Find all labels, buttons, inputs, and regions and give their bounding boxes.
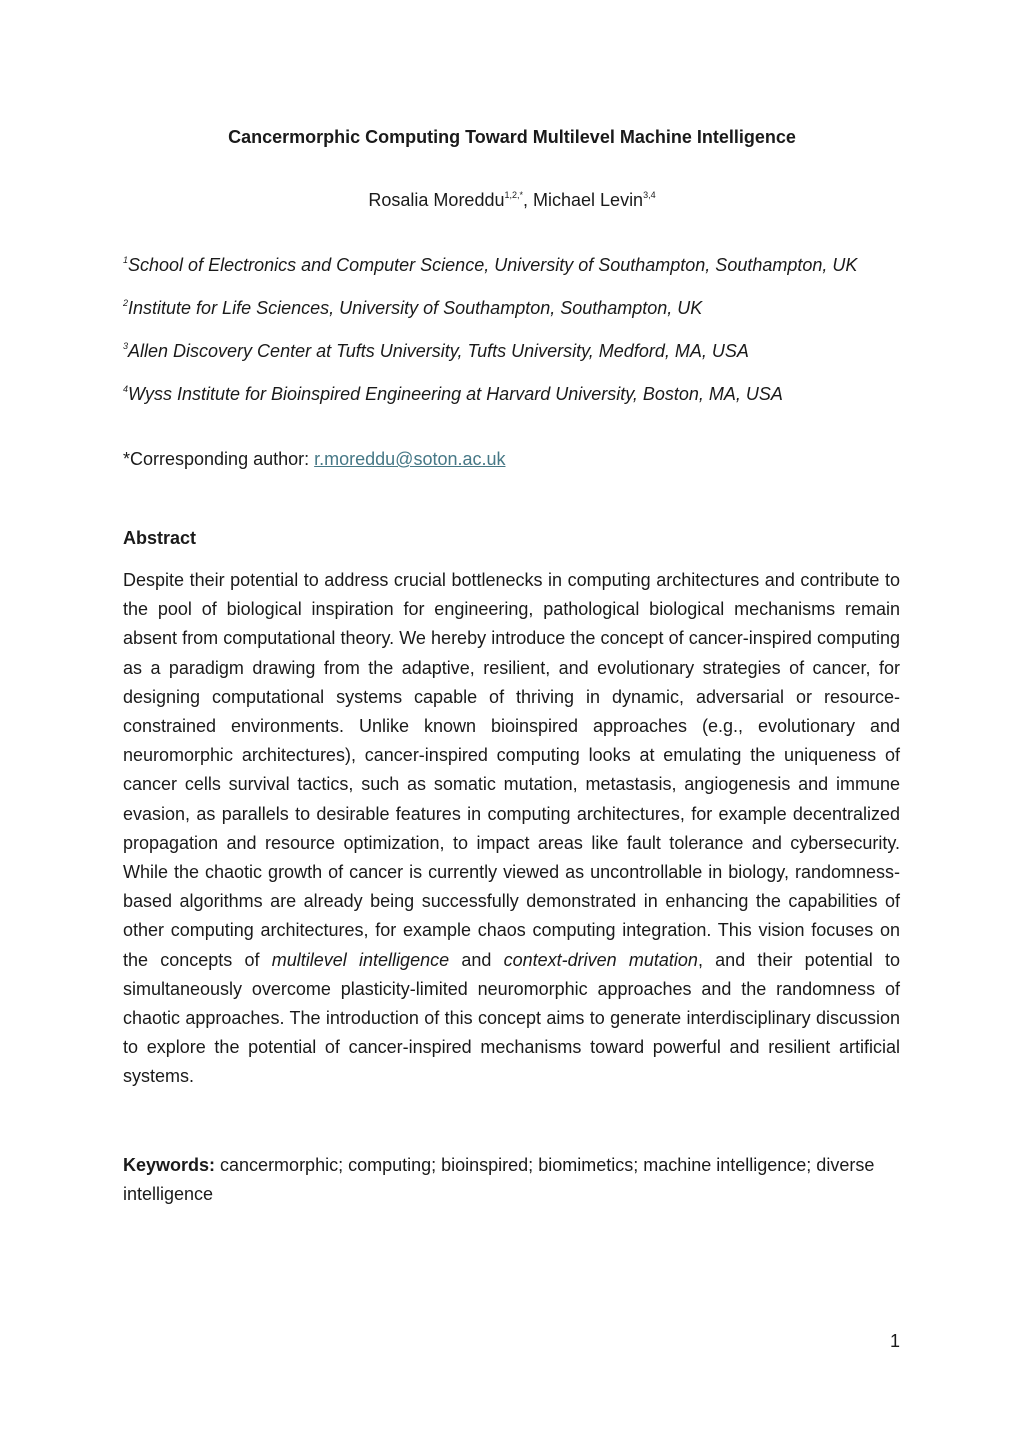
- author-affiliation-marker: 3,4: [643, 190, 656, 200]
- author-name: Rosalia Moreddu: [368, 190, 505, 210]
- affiliation-number: 4: [123, 384, 129, 394]
- affiliation-number: 1: [123, 255, 129, 265]
- author-separator: ,: [523, 190, 534, 210]
- author-line: [0, 187, 1024, 213]
- abstract-text: and: [449, 949, 504, 970]
- affiliation-text: Wyss Institute for Bioinspired Engineering at Harvard University, Boston, MA, USA: [128, 384, 783, 404]
- abstract-text: Despite their potential to address crucial bottlenecks in computing architectures and contribute to the pool of biological inspiration for engineering, pathological biological mechanisms remain absent from computational theory. We hereby introduce the concept of cancer-inspired computing as a paradigm drawing from the adaptive, resilient, and evolutionary strategies of cancer, for designing computational systems capable of thriving in dynamic, adversarial or resource-constrained environments. Unlike known bioinspired approaches (e.g., evolutionary and neuromorphic architectures), cancer-inspired computing looks at emulating the uniqueness of cancer cells survival tactics, such as somatic mutation, metastasis, angiogenesis and immune evasion, as parallels to desirable features in computing architectures, for example decentralized propagation and resource optimization, to impact areas like fault tolerance and cybersecurity. While the chaotic growth of cancer is currently viewed as uncontrollable in biology, randomness-based algorithms are already being successfully demonstrated in enhancing the capabilities of other computing architectures, for example chaos computing integration. This vision focuses on the concepts of: [123, 570, 900, 970]
- abstract-text: , and their potential to simultaneously overcome plasticity-limited neuromorphic approaches and the randomness of chaotic approaches. The introduction of this concept aims to generate interdisciplinary discussion to explore the potential of cancer-inspired mechanisms toward powerful and resilient artificial systems.: [123, 949, 900, 1087]
- keywords-list: cancermorphic; computing; bioinspired; biomimetics; machine intelligence; diverse intelligence: [123, 1155, 875, 1204]
- affiliation-number: 3: [123, 341, 129, 351]
- abstract-emphasis: multilevel intelligence: [271, 949, 450, 970]
- keywords-section: [123, 1151, 900, 1209]
- corresponding-author: [123, 446, 506, 472]
- author-affiliation-marker: 1,2,*: [504, 190, 523, 200]
- email-link[interactable]: r.moreddu@soton.ac.uk: [314, 449, 506, 469]
- affiliation-1: [123, 252, 857, 278]
- affiliation-3: [123, 338, 749, 364]
- author-name: Michael Levin: [533, 190, 644, 210]
- keywords-label: Keywords:: [123, 1155, 216, 1175]
- abstract-body: [123, 566, 900, 1092]
- affiliation-number: 2: [123, 298, 129, 308]
- affiliation-2: [123, 295, 702, 321]
- affiliation-text: Institute for Life Sciences, University of Southampton, Southampton, UK: [128, 298, 703, 318]
- abstract-emphasis: context-driven mutation: [503, 949, 698, 970]
- affiliation-text: School of Electronics and Computer Science, University of Southampton, Southampton, UK: [128, 255, 858, 275]
- abstract-heading: Abstract: [123, 528, 197, 548]
- corresponding-label: *Corresponding author:: [123, 449, 315, 469]
- paper-title: Cancermorphic Computing Toward Multilevel Machine Intelligence: [228, 127, 796, 147]
- affiliation-text: Allen Discovery Center at Tufts University, Tufts University, Medford, MA, USA: [128, 341, 749, 361]
- affiliation-4: [123, 381, 783, 407]
- page-number: 1: [889, 1331, 900, 1351]
